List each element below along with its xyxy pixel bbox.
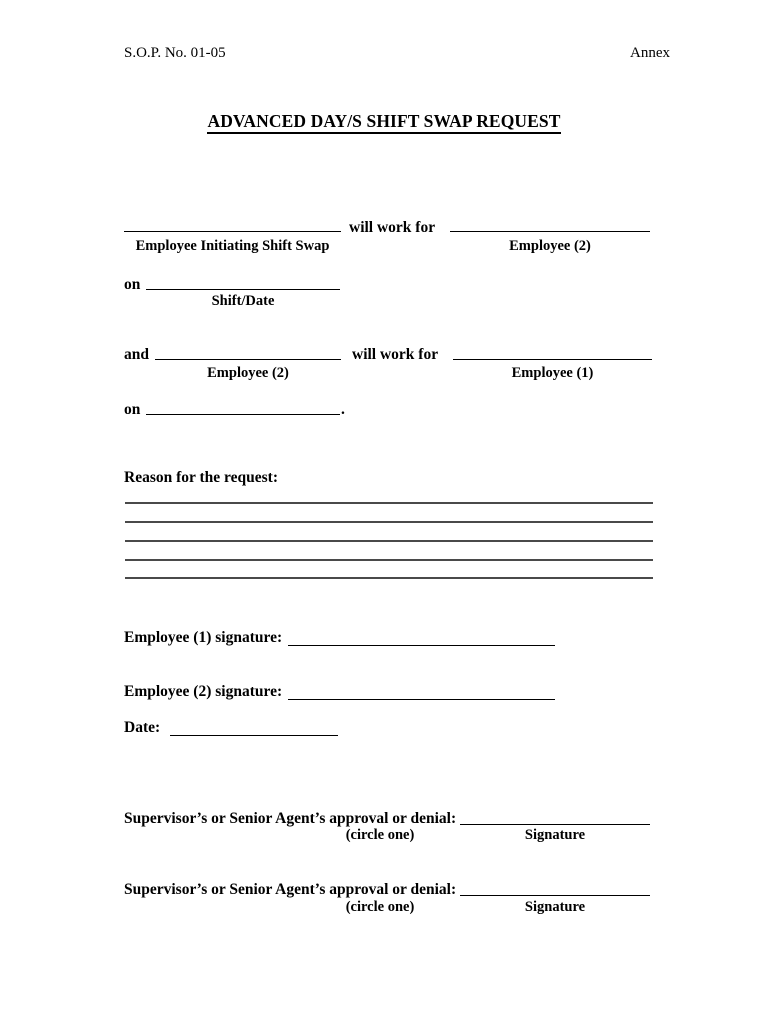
date-label: Date: [124,719,161,736]
supervisor-signature-caption-2: Signature [524,899,586,915]
circle-one-caption-1: (circle one) [345,827,415,843]
block2-on-period: . [341,401,345,418]
supervisor-approval-label-2: Supervisor’s or Senior Agent’s approval or denial: [124,881,457,898]
reason-line[interactable] [125,559,653,561]
employee2-signature-blank[interactable] [288,699,555,700]
employee2-blank-1[interactable] [450,231,650,232]
page-header [124,45,670,62]
block1-connector: will work for [349,219,436,236]
employee-initiating-blank[interactable] [124,231,341,232]
block2-and-prefix: and [124,346,149,363]
employee1-caption: Employee (1) [511,365,594,381]
employee-initiating-caption: Employee Initiating Shift Swap [135,238,330,254]
employee2-caption-2: Employee (2) [207,365,289,381]
employee2-blank-2[interactable] [155,359,341,360]
employee2-caption-1: Employee (2) [509,238,591,254]
reason-line[interactable] [125,502,653,504]
block2-on-prefix: on [124,401,141,418]
supervisor-signature-blank-1[interactable] [460,824,650,825]
employee1-blank[interactable] [453,359,652,360]
sop-number: S.O.P. No. 01-05 [124,45,226,61]
shift-date-caption: Shift/Date [211,293,275,309]
employee1-signature-label: Employee (1) signature: [124,629,283,646]
reason-line[interactable] [125,521,653,523]
block1-shift-date-blank[interactable] [146,289,340,290]
employee2-signature-label: Employee (2) signature: [124,683,283,700]
annex-label: Annex [630,45,670,61]
block1-on-prefix: on [124,276,141,293]
date-blank[interactable] [170,735,338,736]
reason-line[interactable] [125,577,653,579]
employee1-signature-blank[interactable] [288,645,555,646]
supervisor-signature-blank-2[interactable] [460,895,650,896]
supervisor-signature-caption-1: Signature [524,827,586,843]
reason-label: Reason for the request: [124,469,278,486]
reason-line[interactable] [125,540,653,542]
circle-one-caption-2: (circle one) [345,899,415,915]
supervisor-approval-label-1: Supervisor’s or Senior Agent’s approval or denial: [124,810,457,827]
block2-date-blank[interactable] [146,414,340,415]
page-title [0,111,768,132]
block2-connector: will work for [352,346,439,363]
page-title-text: ADVANCED DAY/S SHIFT SWAP REQUEST [207,111,560,134]
